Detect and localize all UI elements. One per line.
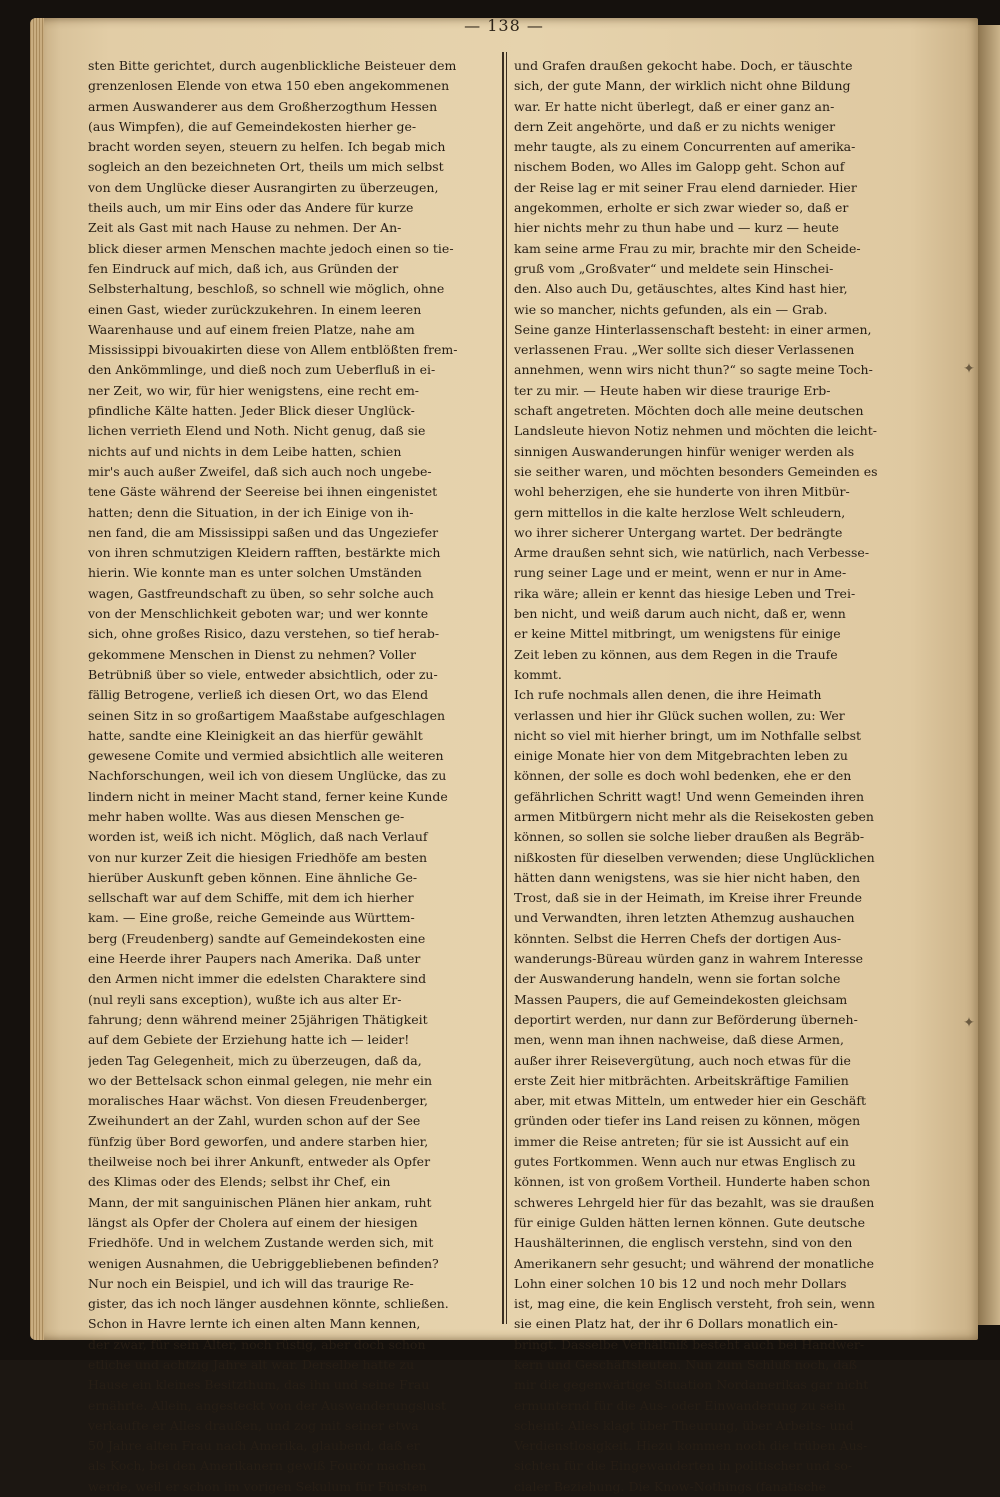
text-line: sie seither waren, und möchten besonders Gemeinden es <box>514 463 878 479</box>
text-line: gekommene Menschen in Dienst zu nehmen? Voller <box>88 646 416 662</box>
text-line: der Reise lag er mit seiner Frau elend darnieder. Hier <box>514 179 857 195</box>
text-line: armen Auswanderer aus dem Großherzogthum Hessen <box>88 98 438 114</box>
text-line: Zeit leben zu können, aus dem Regen in die Traufe <box>514 646 838 662</box>
text-line: ermunternd für die Aus- oder Einwanderung zu sein <box>514 1397 846 1413</box>
text-line: bringt. Dasselbe Verhältniß besteht auch bei Handwer- <box>514 1336 865 1352</box>
text-line: fahrung; denn während meiner 25jährigen Thätigkeit <box>88 1011 428 1027</box>
text-line: hier nichts mehr zu thun habe und — kurz — heute <box>514 220 839 236</box>
text-line: Seine ganze Hinterlassenschaft besteht: in einer armen, <box>514 321 872 337</box>
text-line: des Klimas oder des Elends; selbst ihr Chef, ein <box>88 1174 391 1190</box>
text-line: grenzenlosen Elende von etwa 150 eben angekommenen <box>88 78 450 94</box>
text-line: für einige Gulden hätten lernen können. Gute deutsche <box>514 1214 866 1230</box>
text-line: cialer Beziehung. Die Know-Nothings (fanatische <box>514 1478 827 1494</box>
text-line: hatten; denn die Situation, in der ich Einige von ih- <box>88 504 414 520</box>
text-line: auf dem Gebiete der Erziehung hatte ich — leider! <box>88 1032 410 1048</box>
text-line: blick dieser armen Menschen machte jedoch einen so tie- <box>88 240 454 256</box>
page-number: — 138 — <box>464 16 544 35</box>
text-line: bracht worden seyen, steuern zu helfen. Ich begab mich <box>88 139 446 155</box>
text-line: mir's auch außer Zweifel, daß sich auch noch ungebe- <box>88 463 432 479</box>
text-line: Nur noch ein Beispiel, und ich will das traurige Re- <box>88 1275 414 1291</box>
text-line: wo der Bettelsack schon einmal gelegen, nie mehr ein <box>88 1072 433 1088</box>
text-line: ter zu mir. — Heute haben wir diese traurige Erb- <box>514 382 831 398</box>
text-line: wagen, Gastfreundschaft zu üben, so sehr solche auch <box>88 585 434 601</box>
text-line: angekommen, erholte er sich zwar wieder so, daß er <box>514 200 849 216</box>
text-line: und Grafen draußen gekocht habe. Doch, er täuschte <box>514 58 853 73</box>
text-line: und Verwandten, ihren letzten Athemzug aushauchen <box>514 910 855 926</box>
text-line: hierin. Wie konnte man es unter solchen Umständen <box>88 565 422 581</box>
text-line: gruß vom „Großvater“ und meldete sein Hinschei- <box>514 260 834 276</box>
margin-ornament-icon: ✦ <box>963 361 975 377</box>
text-line: seinen Sitz in so großartigem Maaßstabe aufgeschlagen <box>88 707 446 723</box>
text-line: von ihren schmutzigen Kleidern rafften, bestärkte mich <box>88 545 441 561</box>
text-line: worden ist, weiß ich nicht. Möglich, daß nach Verlauf <box>88 829 428 845</box>
text-line: Friedhöfe. Und in welchem Zustande werden sich, mit <box>88 1235 434 1251</box>
text-line: nischem Boden, wo Alles im Galopp geht. Schon auf <box>514 159 845 175</box>
text-line: moralisches Haar wächst. Von diesen Freudenberger, <box>88 1093 428 1109</box>
text-line: fällig Betrogene, verließ ich diesen Ort, wo das Elend <box>88 687 429 703</box>
text-line: wanderungs-Büreau würden ganz in wahrem Interesse <box>514 951 864 967</box>
text-line: hierüber Auskunft geben können. Eine ähnliche Ge- <box>88 869 418 885</box>
text-line: dern Zeit angehörte, und daß er zu nichts weniger <box>514 118 836 134</box>
text-line: ernährte. Allein, angesteckt von der Auswanderungslust <box>88 1397 447 1413</box>
text-line: Betrübniß über so viele, entweder absichtlich, oder zu- <box>88 666 438 682</box>
text-line: verlassenen Frau. „Wer sollte sich dieser Verlassenen <box>514 342 855 358</box>
text-line: Landsleute hievon Notiz nehmen und möchten die leicht- <box>514 423 877 439</box>
text-line: erste Zeit hier mitbrächten. Arbeitskräftige Familien <box>514 1072 849 1088</box>
text-line: von nur kurzer Zeit die hiesigen Friedhöfe am besten <box>88 849 428 865</box>
text-line: längst als Opfer der Cholera auf einem der hiesigen <box>88 1214 418 1230</box>
text-line: verkaufte er Alles draußen, und zog mit seiner etwa <box>88 1417 419 1433</box>
text-line: nicht so viel mit hierher bringt, um im Nothfalle selbst <box>514 727 862 743</box>
text-line: gern mittellos in die kalte herzlose Welt schleudern, <box>514 504 846 520</box>
text-line: Zweihundert an der Zahl, wurden schon auf der See <box>88 1113 421 1129</box>
text-line: gister, das ich noch länger ausdehnen könnte, schließen. <box>88 1296 449 1312</box>
text-line: sie einen Platz hat, der ihr 6 Dollars monatlich ein- <box>514 1316 838 1332</box>
text-line: gründen oder tiefer ins Land reisen zu können, mögen <box>514 1113 861 1129</box>
text-line: ist, mag eine, die kein Englisch versteht, froh sein, wenn <box>514 1296 875 1312</box>
text-line: Ich rufe nochmals allen denen, die ihre Heimath <box>514 687 822 703</box>
text-line: nißkosten für dieselben verwenden; diese Unglücklichen <box>514 849 875 865</box>
text-line: Massen Paupers, die auf Gemeindekosten gleichsam <box>514 991 848 1007</box>
text-line: rung seiner Lage und er meint, wenn er nur in Ame- <box>514 565 847 581</box>
text-line: Haushälterinnen, die englisch verstehn, sind von den <box>514 1235 853 1251</box>
text-line: Arme draußen sehnt sich, wie natürlich, nach Verbesse- <box>514 545 870 561</box>
text-line: der zwar, für sein Alter, noch rüstig, aber doch schon <box>88 1336 426 1352</box>
text-line: verlassen und hier ihr Glück suchen wollen, zu: Wer <box>514 707 845 723</box>
text-line: sinnigen Auswanderungen hinfür weniger werden als <box>514 443 855 459</box>
text-line: er keine Mittel mitbringt, um wenigstens für einige <box>514 626 841 642</box>
right-text-column <box>514 56 927 1497</box>
book-page <box>30 16 978 1494</box>
text-line: werde, weil er schon im vorigen Sekulum für Fürsten <box>88 1478 428 1494</box>
text-line: kam. — Eine große, reiche Gemeinde aus Württem- <box>88 910 415 926</box>
text-line: immer die Reise antreten; für sie ist Aussicht auf ein <box>514 1133 849 1149</box>
text-line: mehr taugte, als zu einem Concurrenten auf amerika- <box>514 139 856 155</box>
text-line: Mann, der mit sanguinischen Plänen hier ankam, ruht <box>88 1194 432 1210</box>
text-line: (aus Wimpfen), die auf Gemeindekosten hierher ge- <box>88 118 417 134</box>
left-text-column <box>88 56 501 1497</box>
column-divider <box>502 52 504 1324</box>
margin-ornament-icon: ✦ <box>963 1015 975 1031</box>
text-line: Lohn einer solchen 10 bis 12 und noch mehr Dollars <box>514 1275 847 1291</box>
text-line: schweres Lehrgeld hier für das bezahlt, was sie draußen <box>514 1194 875 1210</box>
text-line: lichen verrieth Elend und Noth. Nicht genug, daß sie <box>88 423 426 439</box>
text-line: war. Er hatte nicht überlegt, daß er einer ganz an- <box>514 98 835 114</box>
text-line: 50 Jahre alten Frau nach Amerika, glaubend, daß er <box>88 1438 420 1454</box>
text-line: von der Menschlichkeit geboten war; und wer konnte <box>88 606 429 622</box>
text-line: armen Mitbürgern nicht mehr als die Reisekosten geben <box>514 808 874 824</box>
text-line: ben nicht, und weiß darum auch nicht, daß er, wenn <box>514 606 846 622</box>
text-line: mehr haben wollte. Was aus diesen Menschen ge- <box>88 808 405 824</box>
text-line: wo ihrer sicherer Untergang wartet. Der bedrängte <box>514 524 843 540</box>
text-line: Selbsterhaltung, beschloß, so schnell wie möglich, ohne <box>88 281 445 297</box>
text-line: den. Also auch Du, getäuschtes, altes Kind hast hier, <box>514 281 848 297</box>
text-line: Amerikanern sehr gesucht; und während der monatliche <box>514 1255 875 1271</box>
text-line: pfindliche Kälte hatten. Jeder Blick dieser Unglück- <box>88 403 415 419</box>
text-line: lindern nicht in meiner Macht stand, ferner keine Kunde <box>88 788 448 804</box>
text-line: theils auch, um mir Eins oder das Andere für kurze <box>88 200 414 216</box>
text-line: Zeit als Gast mit nach Hause zu nehmen. Der An- <box>88 220 402 236</box>
text-line: men, wenn man ihnen nachweise, daß diese Armen, <box>514 1032 844 1048</box>
text-line: annehmen, wenn wirs nicht thun?“ so sagte meine Toch- <box>514 362 873 378</box>
text-line: mir die gegenwärtige Situation Nordamerikas gar nicht <box>514 1377 869 1393</box>
text-line: nen fand, die am Mississippi saßen und das Ungeziefer <box>88 524 439 540</box>
text-line: können, ist von großem Vortheil. Hunderte haben schon <box>514 1174 871 1190</box>
text-line: hätten dann wenigstens, was sie hier nicht haben, den <box>514 869 861 885</box>
text-line: Schon in Havre lernte ich einen alten Mann kennen, <box>88 1316 421 1332</box>
text-line: als Koch, bei den Amerikanern gewiß Fourör machen <box>88 1458 427 1474</box>
text-line: von dem Unglücke dieser Ausrangirten zu überzeugen, <box>88 179 439 195</box>
text-line: Mississippi bivouakirten diese von Allem entblößten frem- <box>88 342 458 358</box>
text-line: außer ihrer Reisevergütung, auch noch etwas für die <box>514 1052 851 1068</box>
text-line: kam seine arme Frau zu mir, brachte mir den Scheide- <box>514 240 861 256</box>
text-line: scheint: Alles klagt über Theurung, über Arbeits- und <box>514 1417 854 1433</box>
text-line: ner Zeit, wo wir, für hier wenigstens, eine recht em- <box>88 382 420 398</box>
text-line: jeden Tag Gelegenheit, mich zu überzeugen, daß da, <box>88 1052 422 1068</box>
text-line: können, der solle es doch wohl bedenken, ehe er den <box>514 768 852 784</box>
text-line: einen Gast, wieder zurückzukehren. In einem leeren <box>88 301 422 317</box>
text-line: kern und Geschäftsleuten. Nun zum Schluß noch, daß <box>514 1357 858 1372</box>
text-line: einige Monate hier von dem Mitgebrachten leben zu <box>514 748 848 764</box>
text-line: Hause ein kleines Besitzthum, das ihn und seine Frau <box>88 1377 430 1393</box>
text-line: sich, der gute Mann, der wirklich nicht ohne Bildung <box>514 78 851 94</box>
text-line: den Armen nicht immer die edelsten Charaktere sind <box>88 971 427 987</box>
text-line: Verdienstlosigkeit. Hiezu kommen noch die trüben Aus- <box>514 1438 868 1454</box>
column-divider-inner <box>506 52 507 1324</box>
text-line: fen Eindruck auf mich, daß ich, aus Gründen der <box>88 260 399 276</box>
text-line: sich, ohne großes Risico, dazu verstehen, so tief herab- <box>88 626 440 642</box>
text-line: wie so mancher, nichts gefunden, als ein — Grab. <box>514 301 828 317</box>
text-line: etliche und achtzig Jahre alt war. Derselbe hatte zu <box>88 1357 415 1372</box>
text-line: tene Gäste während der Seereise bei ihnen eingenistet <box>88 484 438 500</box>
text-line: berg (Freudenberg) sandte auf Gemeindekosten eine <box>88 930 426 946</box>
text-line: deportirt werden, nur dann zur Beförderung überneh- <box>514 1011 858 1027</box>
text-line: könnten. Selbst die Herren Chefs der dortigen Aus- <box>514 930 842 946</box>
text-line: rika wäre; allein er kennt das hiesige Leben und Trei- <box>514 585 856 601</box>
adjacent-page-edge <box>978 25 1000 1325</box>
text-line: Waarenhause und auf einem freien Platze, nahe am <box>88 321 415 337</box>
text-line: gefährlichen Schritt wagt! Und wenn Gemeinden ihren <box>514 788 865 804</box>
text-line: der Auswanderung handeln, wenn sie fortan solche <box>514 971 841 987</box>
text-line: fünfzig über Bord geworfen, und andere starben hier, <box>88 1133 429 1149</box>
page-gutter <box>30 18 44 1340</box>
text-line: Trost, daß sie in der Heimath, im Kreise ihrer Freunde <box>514 890 863 906</box>
text-line: (nul reyli sans exception), wußte ich aus alter Er- <box>88 991 402 1007</box>
text-line: Nachforschungen, weil ich von diesem Unglücke, das zu <box>88 768 447 784</box>
text-line: hatte, sandte eine Kleinigkeit an das hierfür gewählt <box>88 727 423 743</box>
text-line: wohl beherzigen, ehe sie hunderte von ihren Mitbür- <box>514 484 850 500</box>
text-line: sogleich an den bezeichneten Ort, theils um mich selbst <box>88 159 444 175</box>
text-line: den Ankömmlinge, und dieß noch zum Ueberfluß in ei- <box>88 362 436 378</box>
text-line: sichten für die Eingewanderten in politischer und so- <box>514 1458 853 1474</box>
text-line: können, so sollen sie solche lieber draußen als Begräb- <box>514 829 865 845</box>
text-line: nichts auf und nichts in dem Leibe hatten, schien <box>88 443 402 459</box>
text-line: aber, mit etwas Mitteln, um entweder hier ein Geschäft <box>514 1093 867 1109</box>
text-line: schaft angetreten. Möchten doch alle meine deutschen <box>514 403 864 419</box>
text-line: gewesene Comite und vermied absichtlich alle weiteren <box>88 748 444 764</box>
text-line: theilweise noch bei ihrer Ankunft, entweder als Opfer <box>88 1154 431 1170</box>
text-line: eine Heerde ihrer Paupers nach Amerika. Daß unter <box>88 951 421 967</box>
text-line: gutes Fortkommen. Wenn auch nur etwas Englisch zu <box>514 1154 856 1170</box>
text-line: sellschaft war auf dem Schiffe, mit dem ich hierher <box>88 890 414 906</box>
text-line: wenigen Ausnahmen, die Uebriggebliebenen befinden? <box>88 1255 439 1271</box>
text-line: sten Bitte gerichtet, durch augenblickliche Beisteuer dem <box>88 58 457 73</box>
text-line: kommt. <box>514 666 562 682</box>
